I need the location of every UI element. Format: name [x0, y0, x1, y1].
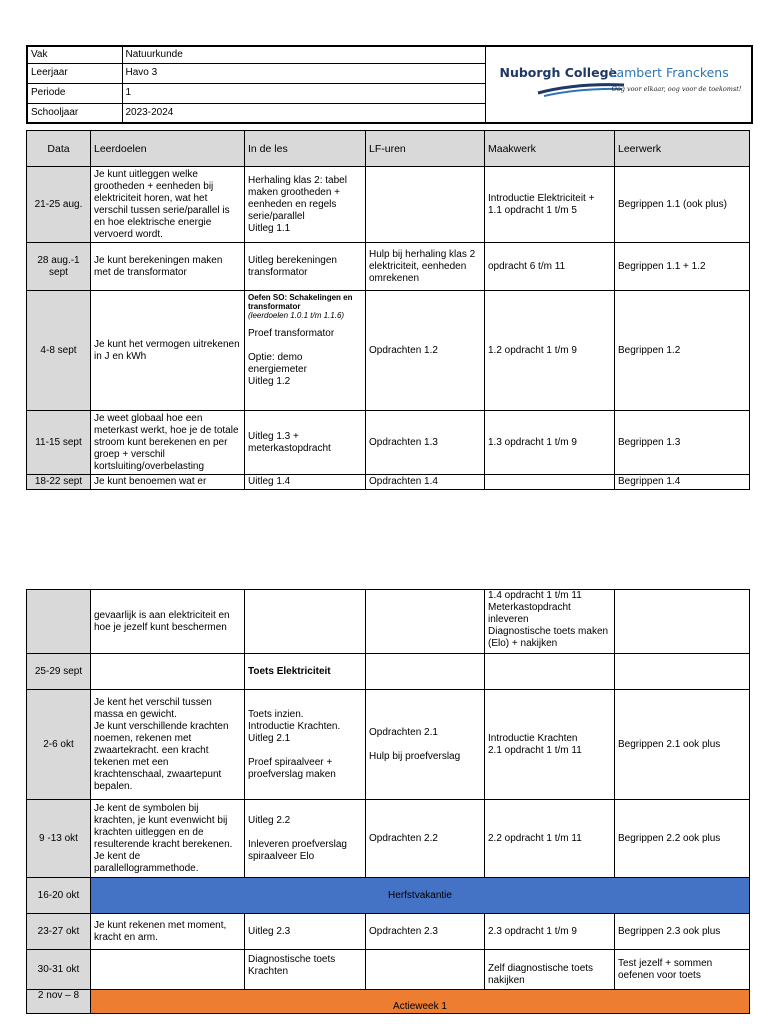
row-date: 28 aug.-1 sept — [27, 243, 91, 291]
row-leerwerk: Begrippen 1.1 (ook plus) — [615, 167, 750, 243]
row-date: 16-20 okt — [27, 878, 91, 914]
table-row — [27, 475, 750, 490]
row-leerdoelen: Je weet globaal hoe een meterkast werkt, hoe je de totale stroom kunt berekenen en per groep + verschil kortsluiting/overbelasting — [91, 411, 245, 475]
row-date: 9 -13 okt — [27, 800, 91, 878]
col-header-data: Data — [27, 131, 91, 167]
row-lf-uren: Opdrachten 2.2 — [366, 800, 485, 878]
row-in-de-les: Uitleg 2.2 Inleveren proefverslag spiraalveer Elo — [245, 800, 366, 878]
table-row — [27, 990, 750, 1014]
header-value-leerjaar: Havo 3 — [122, 63, 485, 83]
row-lf-uren: Opdrachten 1.4 — [366, 475, 485, 490]
table-row — [27, 411, 750, 475]
row-in-de-les: Diagnostische toets Krachten — [245, 950, 366, 990]
row-leerdoelen: gevaarlijk is aan elektriciteit en hoe je jezelf kunt beschermen — [91, 590, 245, 654]
row-lf-uren: Opdrachten 2.1 Hulp bij proefverslag — [366, 690, 485, 800]
row-date: 11-15 sept — [27, 411, 91, 475]
row-date: 2 nov – 8 — [27, 990, 91, 1014]
row-leerdoelen: Je kent het verschil tussen massa en gewicht. Je kunt verschillende krachten noemen, rekenen met zwaartekracht. een kracht tekenen met een krachtenschaal, zwaartepunt bepalen. — [91, 690, 245, 800]
header-label-leerjaar: Leerjaar — [27, 63, 122, 83]
header-label-periode: Periode — [27, 83, 122, 103]
row-in-de-les: Uitleg berekeningen transformator — [245, 243, 366, 291]
header-label-vak: Vak — [27, 46, 122, 63]
table-row — [27, 243, 750, 291]
row-leerwerk: Begrippen 1.4 — [615, 475, 750, 490]
row-maakwerk: 1.2 opdracht 1 t/m 9 — [485, 291, 615, 411]
school-logo — [485, 46, 752, 123]
row-in-de-les: Uitleg 1.3 + meterkastopdracht — [245, 411, 366, 475]
row-lf-uren: Opdrachten 1.3 — [366, 411, 485, 475]
table-row — [27, 878, 750, 914]
row-leerdoelen: Je kunt rekenen met moment, kracht en arm. — [91, 914, 245, 950]
row-lf-uren — [366, 590, 485, 654]
row-date: 25-29 sept — [27, 654, 91, 690]
col-header-lf-uren: LF-uren — [366, 131, 485, 167]
row-lf-uren — [366, 654, 485, 690]
row-lf-uren — [366, 167, 485, 243]
row-date: 18-22 sept — [27, 475, 91, 490]
row-lf-uren — [366, 950, 485, 990]
row-leerwerk: Begrippen 1.3 — [615, 411, 750, 475]
row-maakwerk: Introductie Krachten 2.1 opdracht 1 t/m 11 — [485, 690, 615, 800]
in-de-les-text: Proef transformator Optie: demo energiemeter Uitleg 1.2 — [248, 328, 335, 387]
row-leerdoelen: Je kunt het vermogen uitrekenen in J en kWh — [91, 291, 245, 411]
row-date: 4-8 sept — [27, 291, 91, 411]
row-in-de-les: Herhaling klas 2: tabel maken grootheden + eenheden en regels serie/parallel Uitleg 1.1 — [245, 167, 366, 243]
row-leerdoelen: Je kunt uitleggen welke grootheden + eenheden bij elektriciteit horen, wat het verschil tussen serie/parallel is en hoe elektrische energie vervoerd wordt. — [91, 167, 245, 243]
row-maakwerk: 1.3 opdracht 1 t/m 9 — [485, 411, 615, 475]
logo-name-part1: Nuborgh College — [499, 65, 617, 80]
row-maakwerk: 2.3 opdracht 1 t/m 9 — [485, 914, 615, 950]
row-in-de-les: Toets inzien. Introductie Krachten. Uitleg 2.1 Proef spiraalveer + proefverslag maken — [245, 690, 366, 800]
column-header-row — [27, 131, 750, 167]
table-row — [27, 654, 750, 690]
row-maakwerk: Introductie Elektriciteit + 1.1 opdracht 1 t/m 5 — [485, 167, 615, 243]
row-leerdoelen: Je kunt berekeningen maken met de transformator — [91, 243, 245, 291]
row-date: 30-31 okt — [27, 950, 91, 990]
table-row — [27, 167, 750, 243]
row-maakwerk: opdracht 6 t/m 11 — [485, 243, 615, 291]
row-maakwerk: 1.4 opdracht 1 t/m 11 Meterkastopdracht inleveren Diagnostische toets maken (Elo) + nakijken — [485, 590, 615, 654]
header-value-schooljaar: 2023-2024 — [122, 103, 485, 123]
header-value-vak: Natuurkunde — [122, 46, 485, 63]
row-leerwerk: Begrippen 2.1 ook plus — [615, 690, 750, 800]
row-leerwerk: Test jezelf + sommen oefenen voor toets — [615, 950, 750, 990]
logo-tagline: Oog voor elkaar, oog voor de toekomst! — [611, 85, 742, 93]
row-leerwerk — [615, 654, 750, 690]
row-leerwerk: Begrippen 2.3 ook plus — [615, 914, 750, 950]
table-row — [27, 950, 750, 990]
row-lf-uren: Hulp bij herhaling klas 2 elektriciteit, eenheden omrekenen — [366, 243, 485, 291]
table-row — [27, 690, 750, 800]
col-header-leerdoelen: Leerdoelen — [91, 131, 245, 167]
row-date — [27, 590, 91, 654]
row-leerdoelen — [91, 950, 245, 990]
table-row — [27, 291, 750, 411]
table-row — [27, 914, 750, 950]
row-leerdoelen — [91, 654, 245, 690]
row-leerdoelen: Je kunt benoemen wat er — [91, 475, 245, 490]
row-leerwerk: Begrippen 1.1 + 1.2 — [615, 243, 750, 291]
row-date: 21-25 aug. — [27, 167, 91, 243]
col-header-maakwerk: Maakwerk — [485, 131, 615, 167]
row-in-de-les: Toets Elektriciteit — [245, 654, 366, 690]
row-in-de-les: Uitleg 1.4 — [245, 475, 366, 490]
row-maakwerk — [485, 654, 615, 690]
col-header-leerwerk: Leerwerk — [615, 131, 750, 167]
planning-table-page1 — [26, 130, 750, 490]
actieweek-banner: Actieweek 1 — [91, 990, 750, 1014]
row-maakwerk: Zelf diagnostische toets nakijken — [485, 950, 615, 990]
row-leerwerk: Begrippen 2.2 ook plus — [615, 800, 750, 878]
row-date: 23-27 okt — [27, 914, 91, 950]
logo-name-part2: Lambert Franckens — [609, 65, 729, 80]
table-row — [27, 800, 750, 878]
col-header-in-de-les: In de les — [245, 131, 366, 167]
planning-table-page2 — [26, 589, 750, 1014]
herfstvakantie-banner: Herfstvakantie — [91, 878, 750, 914]
row-in-de-les — [245, 291, 366, 411]
header-value-periode: 1 — [122, 83, 485, 103]
row-leerwerk — [615, 590, 750, 654]
table-row — [27, 590, 750, 654]
oefen-so-title: Oefen SO: Schakelingen en transformator — [248, 293, 353, 311]
row-maakwerk: 2.2 opdracht 1 t/m 11 — [485, 800, 615, 878]
row-in-de-les — [245, 590, 366, 654]
row-lf-uren: Opdrachten 1.2 — [366, 291, 485, 411]
oefen-so-leerdoelen: (leerdoelen 1.0.1 t/m 1.1.6) — [248, 311, 345, 320]
row-in-de-les: Uitleg 2.3 — [245, 914, 366, 950]
row-date: 2-6 okt — [27, 690, 91, 800]
row-lf-uren: Opdrachten 2.3 — [366, 914, 485, 950]
course-header — [26, 45, 753, 124]
row-maakwerk — [485, 475, 615, 490]
header-label-schooljaar: Schooljaar — [27, 103, 122, 123]
row-leerdoelen: Je kent de symbolen bij krachten, je kunt evenwicht bij krachten uitleggen en de resulterende kracht berekenen. Je kent de parallellogrammethode. — [91, 800, 245, 878]
row-leerwerk: Begrippen 1.2 — [615, 291, 750, 411]
